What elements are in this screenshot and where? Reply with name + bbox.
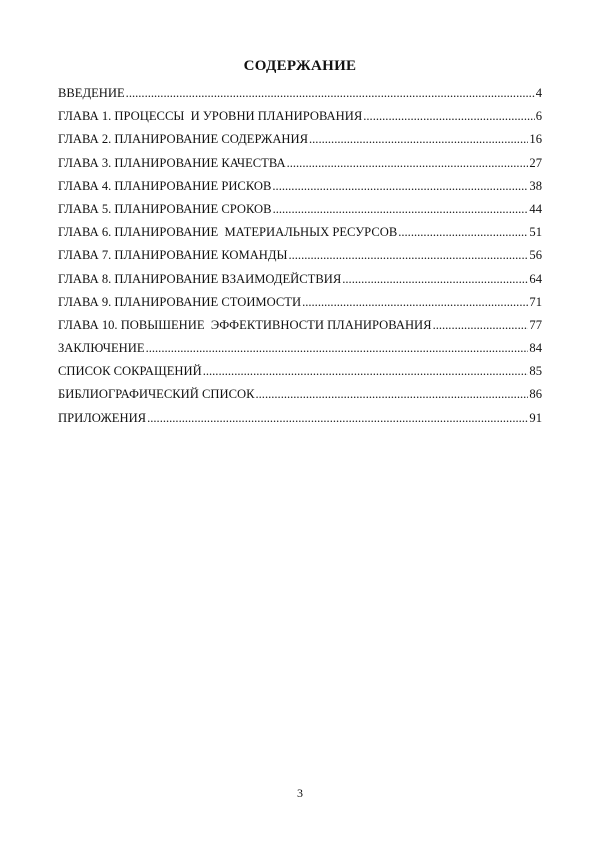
toc-entry-chapter-4[interactable] [58, 179, 542, 202]
toc-entry-page: 51 [529, 225, 542, 240]
toc-entry-page: 6 [535, 109, 542, 124]
table-of-contents [58, 86, 542, 434]
dot-leader [309, 132, 528, 147]
toc-entry-chapter-1[interactable] [58, 109, 542, 132]
toc-entry-chapter-2[interactable] [58, 132, 542, 155]
dot-leader [126, 86, 535, 101]
toc-entry-label: СПИСОК СОКРАЩЕНИЙ [58, 364, 202, 379]
toc-entry-page: 77 [529, 317, 542, 332]
toc-entry-label: БИБЛИОГРАФИЧЕСКИЙ СПИСОК [58, 387, 255, 402]
dot-leader [287, 156, 529, 171]
page-title: СОДЕРЖАНИЕ [243, 58, 357, 74]
toc-entry-page: 56 [529, 248, 542, 263]
page-number: 3 [297, 786, 303, 800]
toc-entry-label: ПРИЛОЖЕНИЯ [58, 410, 147, 425]
toc-entry-abbreviations[interactable] [58, 364, 542, 387]
toc-entry-page: 86 [529, 387, 542, 402]
toc-entry-chapter-3[interactable] [58, 156, 542, 179]
toc-entry-label: ГЛАВА 5. ПЛАНИРОВАНИЕ СРОКОВ [58, 201, 272, 216]
dot-leader [363, 109, 534, 124]
toc-entry-label: ГЛАВА 2. ПЛАНИРОВАНИЕ СОДЕРЖАНИЯ [58, 132, 308, 147]
toc-entry-label: ГЛАВА 6. ПЛАНИРОВАНИЕ МАТЕРИАЛЬНЫХ РЕСУРСОВ [58, 225, 398, 240]
dot-leader [288, 248, 528, 263]
toc-entry-label: ВВЕДЕНИЕ [58, 86, 125, 100]
toc-entry-chapter-6[interactable] [58, 225, 542, 248]
toc-entry-page: 91 [529, 410, 542, 425]
dot-leader [342, 272, 528, 287]
toc-entry-page: 44 [529, 201, 542, 216]
dot-leader [273, 202, 529, 217]
toc-entry-chapter-9[interactable] [58, 295, 542, 318]
dot-leader [203, 364, 529, 379]
toc-entry-chapter-7[interactable] [58, 248, 542, 271]
toc-entry-chapter-5[interactable] [58, 202, 542, 225]
toc-entry-chapter-10[interactable] [58, 318, 542, 341]
dot-leader [272, 179, 528, 194]
dot-leader [256, 387, 529, 402]
dot-leader [302, 295, 528, 310]
toc-entry-label: ГЛАВА 4. ПЛАНИРОВАНИЕ РИСКОВ [58, 178, 272, 193]
toc-entry-label: ГЛАВА 7. ПЛАНИРОВАНИЕ КОМАНДЫ [58, 248, 288, 263]
dot-leader [146, 341, 529, 356]
toc-entry-page: 38 [529, 178, 542, 193]
dot-leader [433, 318, 529, 333]
toc-entry-page: 64 [529, 271, 542, 286]
dot-leader [147, 411, 528, 426]
toc-entry-page: 84 [529, 341, 542, 356]
dot-leader [398, 225, 528, 240]
toc-entry-label: ГЛАВА 8. ПЛАНИРОВАНИЕ ВЗАИМОДЕЙСТВИЯ [58, 271, 342, 286]
toc-entry-introduction[interactable] [58, 86, 542, 109]
toc-entry-page: 71 [529, 294, 542, 309]
toc-entry-label: ГЛАВА 10. ПОВЫШЕНИЕ ЭФФЕКТИВНОСТИ ПЛАНИРОВАНИЯ [58, 317, 432, 332]
toc-entry-page: 16 [529, 132, 542, 147]
toc-entry-bibliography[interactable] [58, 387, 542, 410]
toc-entry-page: 27 [529, 155, 542, 170]
toc-entry-label: ГЛАВА 3. ПЛАНИРОВАНИЕ КАЧЕСТВА [58, 155, 286, 170]
toc-entry-label: ЗАКЛЮЧЕНИЕ [58, 341, 145, 356]
toc-entry-chapter-8[interactable] [58, 272, 542, 295]
toc-entry-label: ГЛАВА 9. ПЛАНИРОВАНИЕ СТОИМОСТИ [58, 294, 302, 309]
toc-entry-appendices[interactable] [58, 411, 542, 434]
toc-entry-conclusion[interactable] [58, 341, 542, 364]
toc-entry-page: 85 [529, 364, 542, 379]
toc-entry-page: 4 [535, 86, 542, 100]
toc-entry-label: ГЛАВА 1. ПРОЦЕССЫ И УРОВНИ ПЛАНИРОВАНИЯ [58, 109, 363, 124]
